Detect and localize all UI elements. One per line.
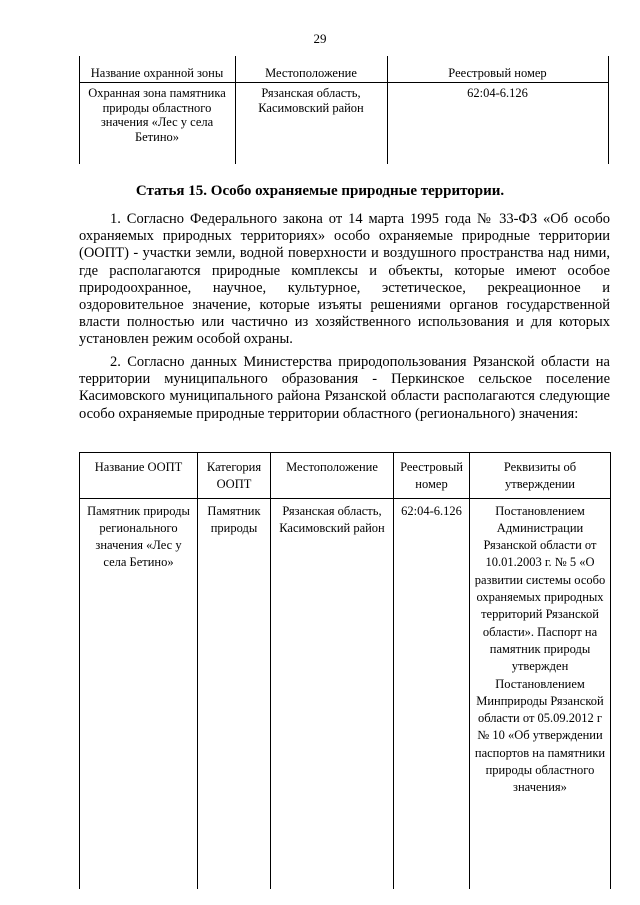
oopt-header-name: Название ООПТ	[80, 453, 198, 499]
zone-cell-location: Рязанская область, Касимовский район	[258, 86, 364, 115]
oopt-header-category: Категория ООПТ	[198, 453, 271, 499]
oopt-cell-registry: 62:04-6.126	[394, 498, 470, 889]
page-number: 29	[313, 31, 327, 46]
zone-header-location: Местоположение	[265, 66, 357, 80]
table-border	[608, 56, 609, 164]
oopt-cell-approval: Постановлением Администрации Рязанской области от 10.01.2003 г. № 5 «О развитии системы особо охраняемых природных территорий Рязанской области». Паспорт на памятник природы утвержден Постановлением Минприроды Рязанской области от 05.09.2012 г № 10 «Об утверждении паспортов на памятники природы областного значения»	[470, 498, 611, 889]
oopt-header-approval: Реквизиты об утверждении	[470, 453, 611, 499]
oopt-header-location: Местоположение	[271, 453, 394, 499]
paragraph-1: 1. Согласно Федерального закона от 14 марта 1995 года № 33-ФЗ «Об особо охраняемых природных территориях» особо охраняемые природные территории (ООПТ) - участки земли, водной поверхности и воздушного пространства над ними, где располагаются природные комплексы и объекты, которые имеют особое природоохранное, научное, культурное, эстетическое, рекреационное и оздоровительное значение, которые изъяты решениями органов государственной власти полностью или частично из хозяйственного использования и для которых установлен режим особой охраны.	[79, 211, 610, 348]
oopt-cell-name: Памятник природы регионального значения «Лес у села Бетино»	[80, 498, 198, 889]
zone-header-registry: Реестровый номер	[448, 66, 547, 80]
zone-cell-name: Охранная зона памятника природы областного значения «Лес у села Бетино»	[88, 86, 226, 144]
oopt-cell-location: Рязанская область, Касимовский район	[271, 498, 394, 889]
article-heading: Статья 15. Особо охраняемые природные территории.	[135, 183, 505, 199]
paragraph-2: 2. Согласно данных Министерства природопользования Рязанской области на территории муниципального образования - Перкинское сельское поселение Касимовского муниципального района Рязанской области располагаются следующие особо охраняемые природные территории областного (регионального) значения:	[79, 354, 610, 422]
oopt-cell-category: Памятник природы	[198, 498, 271, 889]
zone-header-name: Название охранной зоны	[90, 66, 224, 80]
oopt-table	[79, 452, 611, 889]
oopt-header-registry: Реестровый номер	[394, 453, 470, 499]
table-row	[80, 498, 611, 889]
zone-table	[79, 56, 609, 164]
zone-cell-registry: 62:04-6.126	[467, 86, 528, 100]
table-border	[79, 82, 609, 83]
